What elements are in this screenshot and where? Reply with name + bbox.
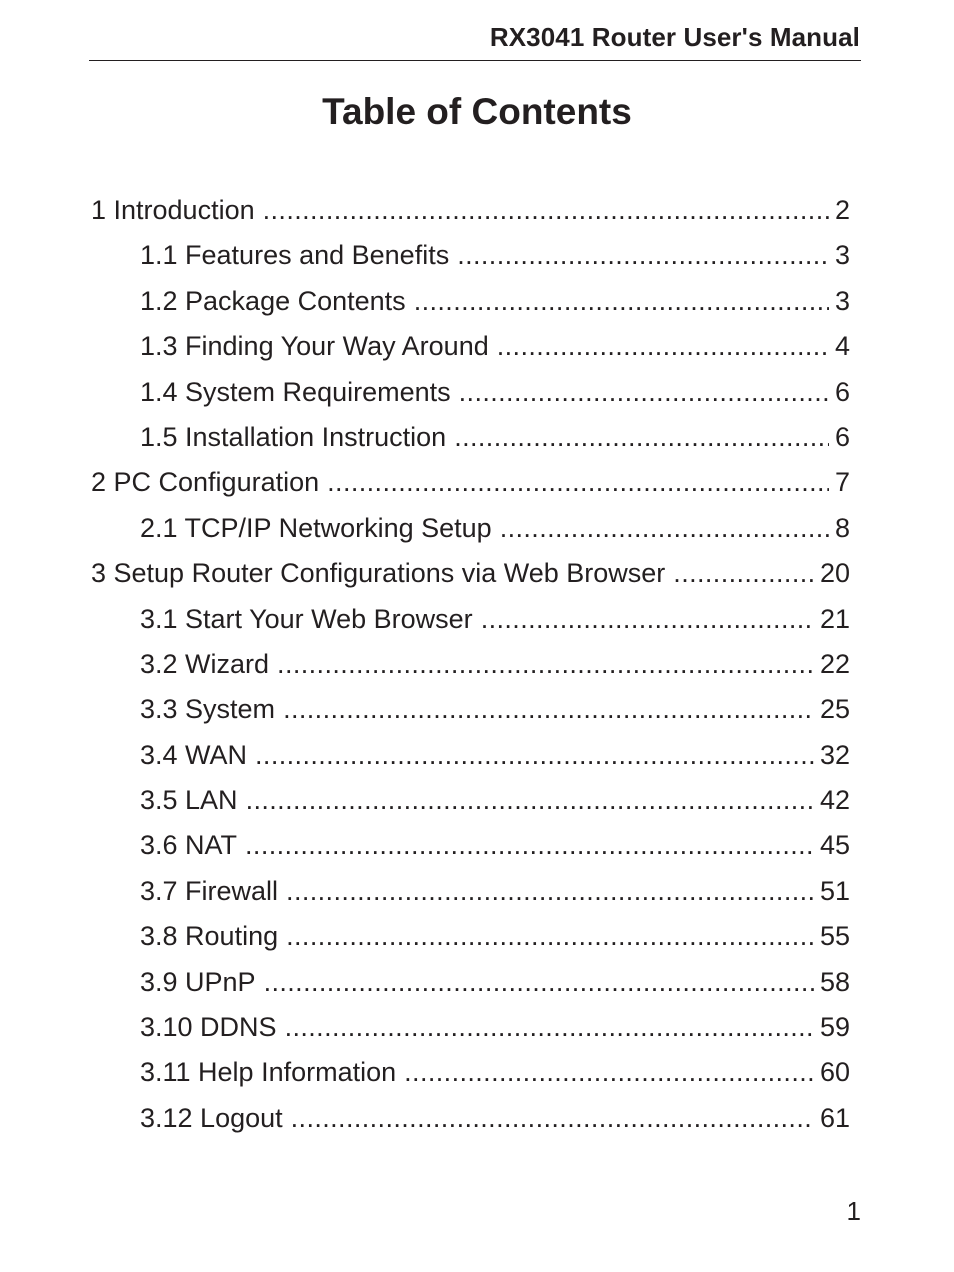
toc-entry-label: 3.8 Routing: [140, 921, 279, 952]
toc-entry[interactable]: [0, 233, 850, 278]
toc-entry-label: 3.4 WAN: [140, 739, 248, 770]
toc-entry-label: 3.5 LAN: [140, 785, 238, 816]
toc-entry-label: 1.2 Package Contents: [140, 285, 406, 316]
toc-entry-label: 3 Setup Router Configurations via Web Browser: [91, 558, 666, 589]
toc-entry-label: 1.1 Features and Benefits: [140, 240, 450, 271]
toc-entry[interactable]: [0, 914, 850, 959]
toc-entry-page: 59: [819, 1012, 850, 1043]
toc-entry-page: 45: [819, 830, 850, 861]
toc-entry-page: 3: [834, 240, 850, 271]
toc-entry[interactable]: [0, 324, 850, 369]
toc-entry-page: 55: [819, 921, 850, 952]
toc-entry[interactable]: [0, 188, 850, 233]
toc-entry-page: 3: [834, 285, 850, 316]
toc-dot-leader: [497, 324, 829, 369]
toc-entry[interactable]: [0, 551, 850, 596]
toc-entry-label: 1.4 System Requirements: [140, 376, 451, 407]
toc-entry[interactable]: [0, 687, 850, 732]
toc-entry-page: 60: [819, 1057, 850, 1088]
toc-dot-leader: [404, 1050, 814, 1095]
toc-entry-label: 3.9 UPnP: [140, 966, 256, 997]
toc-dot-leader: [286, 914, 814, 959]
toc-entry[interactable]: [0, 279, 850, 324]
toc-entry[interactable]: [0, 869, 850, 914]
toc-entry[interactable]: [0, 1005, 850, 1050]
toc-entry[interactable]: [0, 506, 850, 551]
running-header: RX3041 Router User's Manual: [489, 22, 860, 52]
toc-entry-label: 2.1 TCP/IP Networking Setup: [140, 512, 492, 543]
toc-entry[interactable]: [0, 370, 850, 415]
toc-entry[interactable]: [0, 1096, 850, 1141]
toc-dot-leader: [245, 823, 814, 868]
toc-entry-label: 3.2 Wizard: [140, 648, 270, 679]
toc-dot-leader: [673, 551, 814, 596]
toc-dot-leader: [246, 778, 814, 823]
toc-entry-label: 3.6 NAT: [140, 830, 238, 861]
toc-entry[interactable]: [0, 1050, 850, 1095]
toc-dot-leader: [459, 370, 829, 415]
toc-entry-page: 25: [819, 694, 850, 725]
page-number: 1: [846, 1196, 861, 1226]
toc-entry-page: 6: [834, 421, 850, 452]
toc-entry[interactable]: [0, 460, 850, 505]
toc-entry-page: 32: [819, 739, 850, 770]
toc-entry-page: 7: [834, 467, 850, 498]
toc-dot-leader: [454, 415, 829, 460]
toc-dot-leader: [500, 506, 829, 551]
toc-entry-page: 58: [819, 966, 850, 997]
toc-dot-leader: [277, 642, 814, 687]
toc-dot-leader: [255, 733, 814, 778]
toc-entry-page: 2: [834, 195, 850, 225]
toc-entry-label: 1.3 Finding Your Way Around: [140, 331, 489, 362]
toc-dot-leader: [457, 233, 829, 278]
toc-entry-page: 22: [819, 648, 850, 679]
toc-dot-leader: [481, 597, 814, 642]
toc-entry-page: 4: [834, 331, 850, 362]
toc-entry-label: 2 PC Configuration: [91, 467, 320, 498]
toc-entry-label: 3.3 System: [140, 694, 276, 725]
toc-entry-label: 1 Introduction: [91, 195, 255, 225]
toc-dot-leader: [327, 460, 829, 505]
toc-dot-leader: [291, 1096, 814, 1141]
toc-entry-label: 1.5 Installation Instruction: [140, 421, 447, 452]
toc-entry[interactable]: [0, 642, 850, 687]
toc-entry[interactable]: [0, 823, 850, 868]
toc-entry[interactable]: [0, 597, 850, 642]
toc-entry[interactable]: [0, 415, 850, 460]
toc-entry[interactable]: [0, 960, 850, 1005]
toc-entry-label: 3.12 Logout: [140, 1102, 283, 1133]
toc-entry-label: 3.7 Firewall: [140, 875, 279, 906]
toc-entry[interactable]: [0, 733, 850, 778]
page-title: Table of Contents: [322, 91, 632, 132]
toc-dot-leader: [414, 279, 829, 324]
toc-dot-leader: [285, 1005, 814, 1050]
toc-dot-leader: [286, 869, 814, 914]
toc-entry-page: 6: [834, 376, 850, 407]
toc-entry-page: 21: [819, 603, 850, 634]
toc-dot-leader: [263, 188, 829, 233]
toc-entry-page: 8: [834, 512, 850, 543]
toc-entry-label: 3.11 Help Information: [140, 1057, 397, 1088]
toc-entry-page: 20: [819, 558, 850, 589]
toc-entry[interactable]: [0, 778, 850, 823]
toc-dot-leader: [264, 960, 814, 1005]
table-of-contents: [0, 188, 954, 1141]
header-rule: [89, 60, 861, 61]
toc-dot-leader: [283, 687, 814, 732]
toc-entry-page: 61: [819, 1102, 850, 1133]
toc-entry-label: 3.10 DDNS: [140, 1012, 277, 1043]
toc-entry-page: 42: [819, 785, 850, 816]
toc-entry-label: 3.1 Start Your Web Browser: [140, 603, 473, 634]
toc-entry-page: 51: [819, 875, 850, 906]
